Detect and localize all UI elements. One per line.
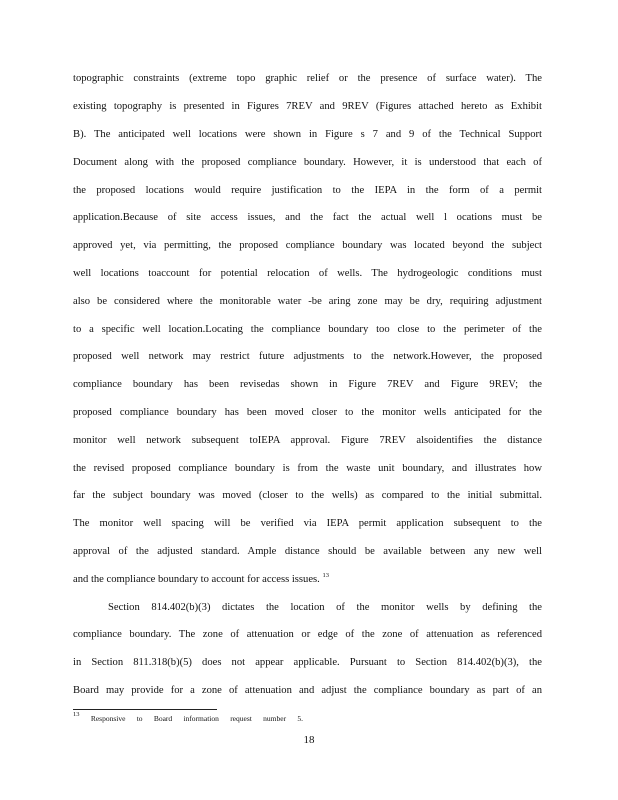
body-line: Document along with the proposed compliance boundary. However, it is understood that each of bbox=[73, 157, 542, 168]
body-line: compliance boundary. The zone of attenuation or edge of the zone of attenuation as referenced bbox=[73, 629, 542, 640]
body-line: the revised proposed compliance boundary is from the waste unit boundary, and illustrates how bbox=[73, 463, 542, 474]
body-line: B). The anticipated well locations were shown in Figure s 7 and 9 of the Technical Support bbox=[73, 129, 542, 140]
body-line: monitor well network subsequent toIEPA approval. Figure 7REV alsoidentifies the distance bbox=[73, 435, 542, 446]
body-line: approved yet, via permitting, the proposed compliance boundary was located beyond the subject bbox=[73, 240, 542, 251]
body-line: approval of the adjusted standard. Ample distance should be available between any new well bbox=[73, 546, 542, 557]
body-line: far the subject boundary was moved (closer to the wells) as compared to the initial submittal. bbox=[73, 490, 542, 501]
body-line: proposed compliance boundary has been moved closer to the monitor wells anticipated for the bbox=[73, 407, 542, 418]
body-line: compliance boundary has been revisedas shown in Figure 7REV and Figure 9REV; the bbox=[73, 379, 542, 390]
paragraph-end-line bbox=[73, 573, 542, 587]
body-line: Section 814.402(b)(3) dictates the location of the monitor wells by defining the bbox=[108, 602, 542, 613]
body-line: proposed well network may restrict future adjustments to the network.However, the proposed bbox=[73, 351, 542, 362]
body-line: existing topography is presented in Figures 7REV and 9REV (Figures attached hereto as Exhibit bbox=[73, 101, 542, 112]
body-line: the proposed locations would require justification to the IEPA in the form of a permit bbox=[73, 185, 542, 196]
body-line: application.Because of site access issues, and the fact the actual well l ocations must be bbox=[73, 212, 542, 223]
body-line: topographic constraints (extreme topo graphic relief or the presence of surface water). The bbox=[73, 73, 542, 84]
body-line: in Section 811.318(b)(5) does not appear applicable. Pursuant to Section 814.402(b)(3), the bbox=[73, 657, 542, 668]
body-line: well locations toaccount for potential relocation of wells. The hydrogeologic conditions must bbox=[73, 268, 542, 279]
body-line: to a specific well location.Locating the compliance boundary too close to the perimeter of the bbox=[73, 324, 542, 335]
body-line-text: and the compliance boundary to account for access issues. bbox=[73, 574, 320, 585]
footnote bbox=[73, 711, 303, 724]
body-line: Board may provide for a zone of attenuation and adjust the compliance boundary as part of an bbox=[73, 685, 542, 696]
footnote-divider bbox=[73, 709, 217, 710]
body-line: also be considered where the monitorable water -be aring zone may be dry, requiring adjustment bbox=[73, 296, 542, 307]
body-line: The monitor well spacing will be verified via IEPA permit application subsequent to the bbox=[73, 518, 542, 529]
footnote-marker: 13 bbox=[73, 711, 80, 718]
footnote-text: Responsive to Board information request number 5. bbox=[90, 714, 303, 723]
footnote-reference: 13 bbox=[322, 573, 329, 579]
page-number: 18 bbox=[303, 734, 315, 746]
